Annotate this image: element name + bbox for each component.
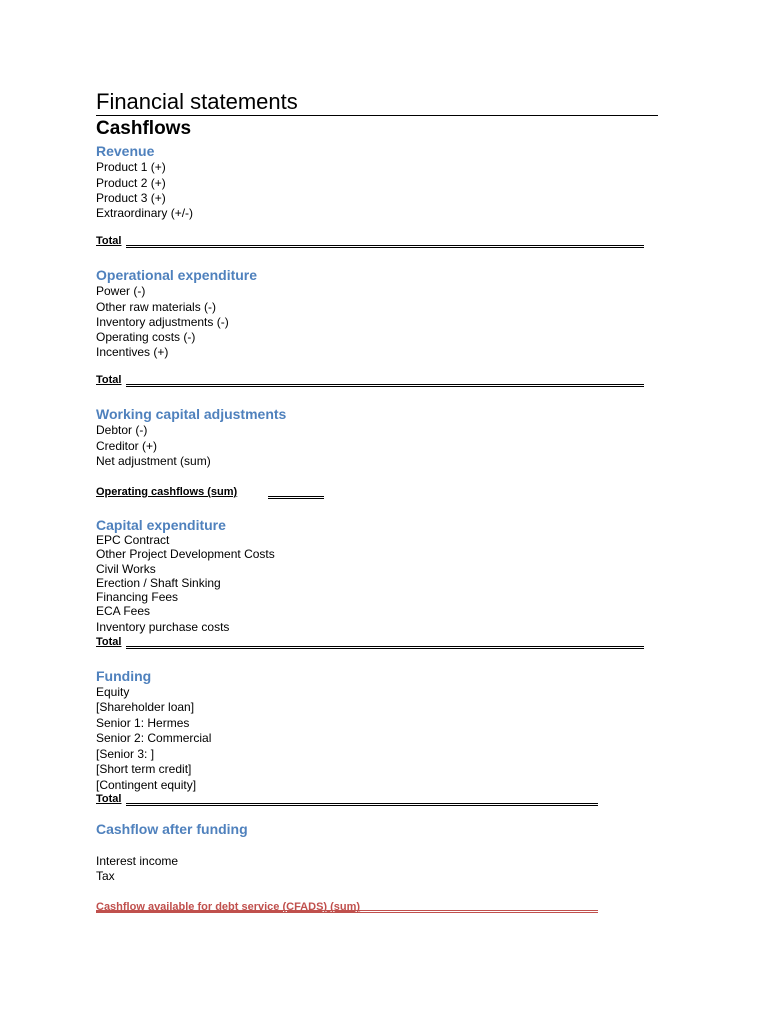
page-heading: Cashflows	[96, 118, 192, 139]
opex-item-power: Power (-)	[96, 284, 146, 298]
funding-item-shareholder-loan: [Shareholder loan]	[96, 700, 195, 714]
title-underline	[96, 115, 658, 116]
funding-item-contingent-equity: [Contingent equity]	[96, 778, 197, 792]
capex-total-label: Total	[96, 636, 122, 648]
opex-total-rule	[126, 384, 644, 387]
cfads-label: Cashflow available for debt service (CFADS) (sum)	[96, 901, 361, 913]
funding-item-senior-1: Senior 1: Hermes	[96, 716, 190, 730]
funding-total-label: Total	[96, 793, 122, 805]
capex-item-eca-fees: ECA Fees	[96, 604, 151, 618]
funding-item-equity: Equity	[96, 685, 130, 699]
revenue-total-label: Total	[96, 235, 122, 247]
operating-cashflows-rule	[268, 496, 324, 499]
capex-item-financing-fees: Financing Fees	[96, 590, 179, 604]
cfads-rule	[96, 910, 598, 913]
capex-total-rule	[126, 646, 644, 649]
revenue-total-rule	[126, 245, 644, 248]
funding-item-senior-3: [Senior 3: ]	[96, 747, 155, 761]
section-heading-funding: Funding	[96, 668, 152, 684]
capex-item-civil-works: Civil Works	[96, 562, 156, 576]
opex-item-operating-costs: Operating costs (-)	[96, 330, 196, 344]
funding-item-senior-2: Senior 2: Commercial	[96, 731, 212, 745]
working-capital-item-net-adjustment: Net adjustment (sum)	[96, 454, 211, 468]
section-heading-opex: Operational expenditure	[96, 267, 258, 283]
section-heading-capex: Capital expenditure	[96, 517, 226, 533]
revenue-item-product-1: Product 1 (+)	[96, 160, 166, 174]
capex-item-erection: Erection / Shaft Sinking	[96, 576, 221, 590]
funding-total-rule	[126, 803, 598, 806]
revenue-item-product-3: Product 3 (+)	[96, 191, 166, 205]
working-capital-item-creditor: Creditor (+)	[96, 439, 158, 453]
opex-item-inventory-adjustments: Inventory adjustments (-)	[96, 315, 229, 329]
section-heading-after-funding: Cashflow after funding	[96, 821, 248, 837]
opex-total-label: Total	[96, 374, 122, 386]
capex-item-project-development: Other Project Development Costs	[96, 547, 275, 561]
operating-cashflows-label: Operating cashflows (sum)	[96, 486, 238, 498]
working-capital-item-debtor: Debtor (-)	[96, 423, 148, 437]
after-funding-item-tax: Tax	[96, 869, 115, 883]
section-heading-revenue: Revenue	[96, 143, 155, 159]
funding-item-short-term-credit: [Short term credit]	[96, 762, 192, 776]
capex-item-epc-contract: EPC Contract	[96, 533, 170, 547]
after-funding-item-interest-income: Interest income	[96, 854, 179, 868]
revenue-item-extraordinary: Extraordinary (+/-)	[96, 206, 194, 220]
opex-item-raw-materials: Other raw materials (-)	[96, 300, 217, 314]
capex-item-inventory-purchase: Inventory purchase costs	[96, 620, 230, 634]
section-heading-working-capital: Working capital adjustments	[96, 406, 287, 422]
revenue-item-product-2: Product 2 (+)	[96, 176, 166, 190]
document-title: Financial statements	[96, 89, 298, 114]
opex-item-incentives: Incentives (+)	[96, 345, 169, 359]
